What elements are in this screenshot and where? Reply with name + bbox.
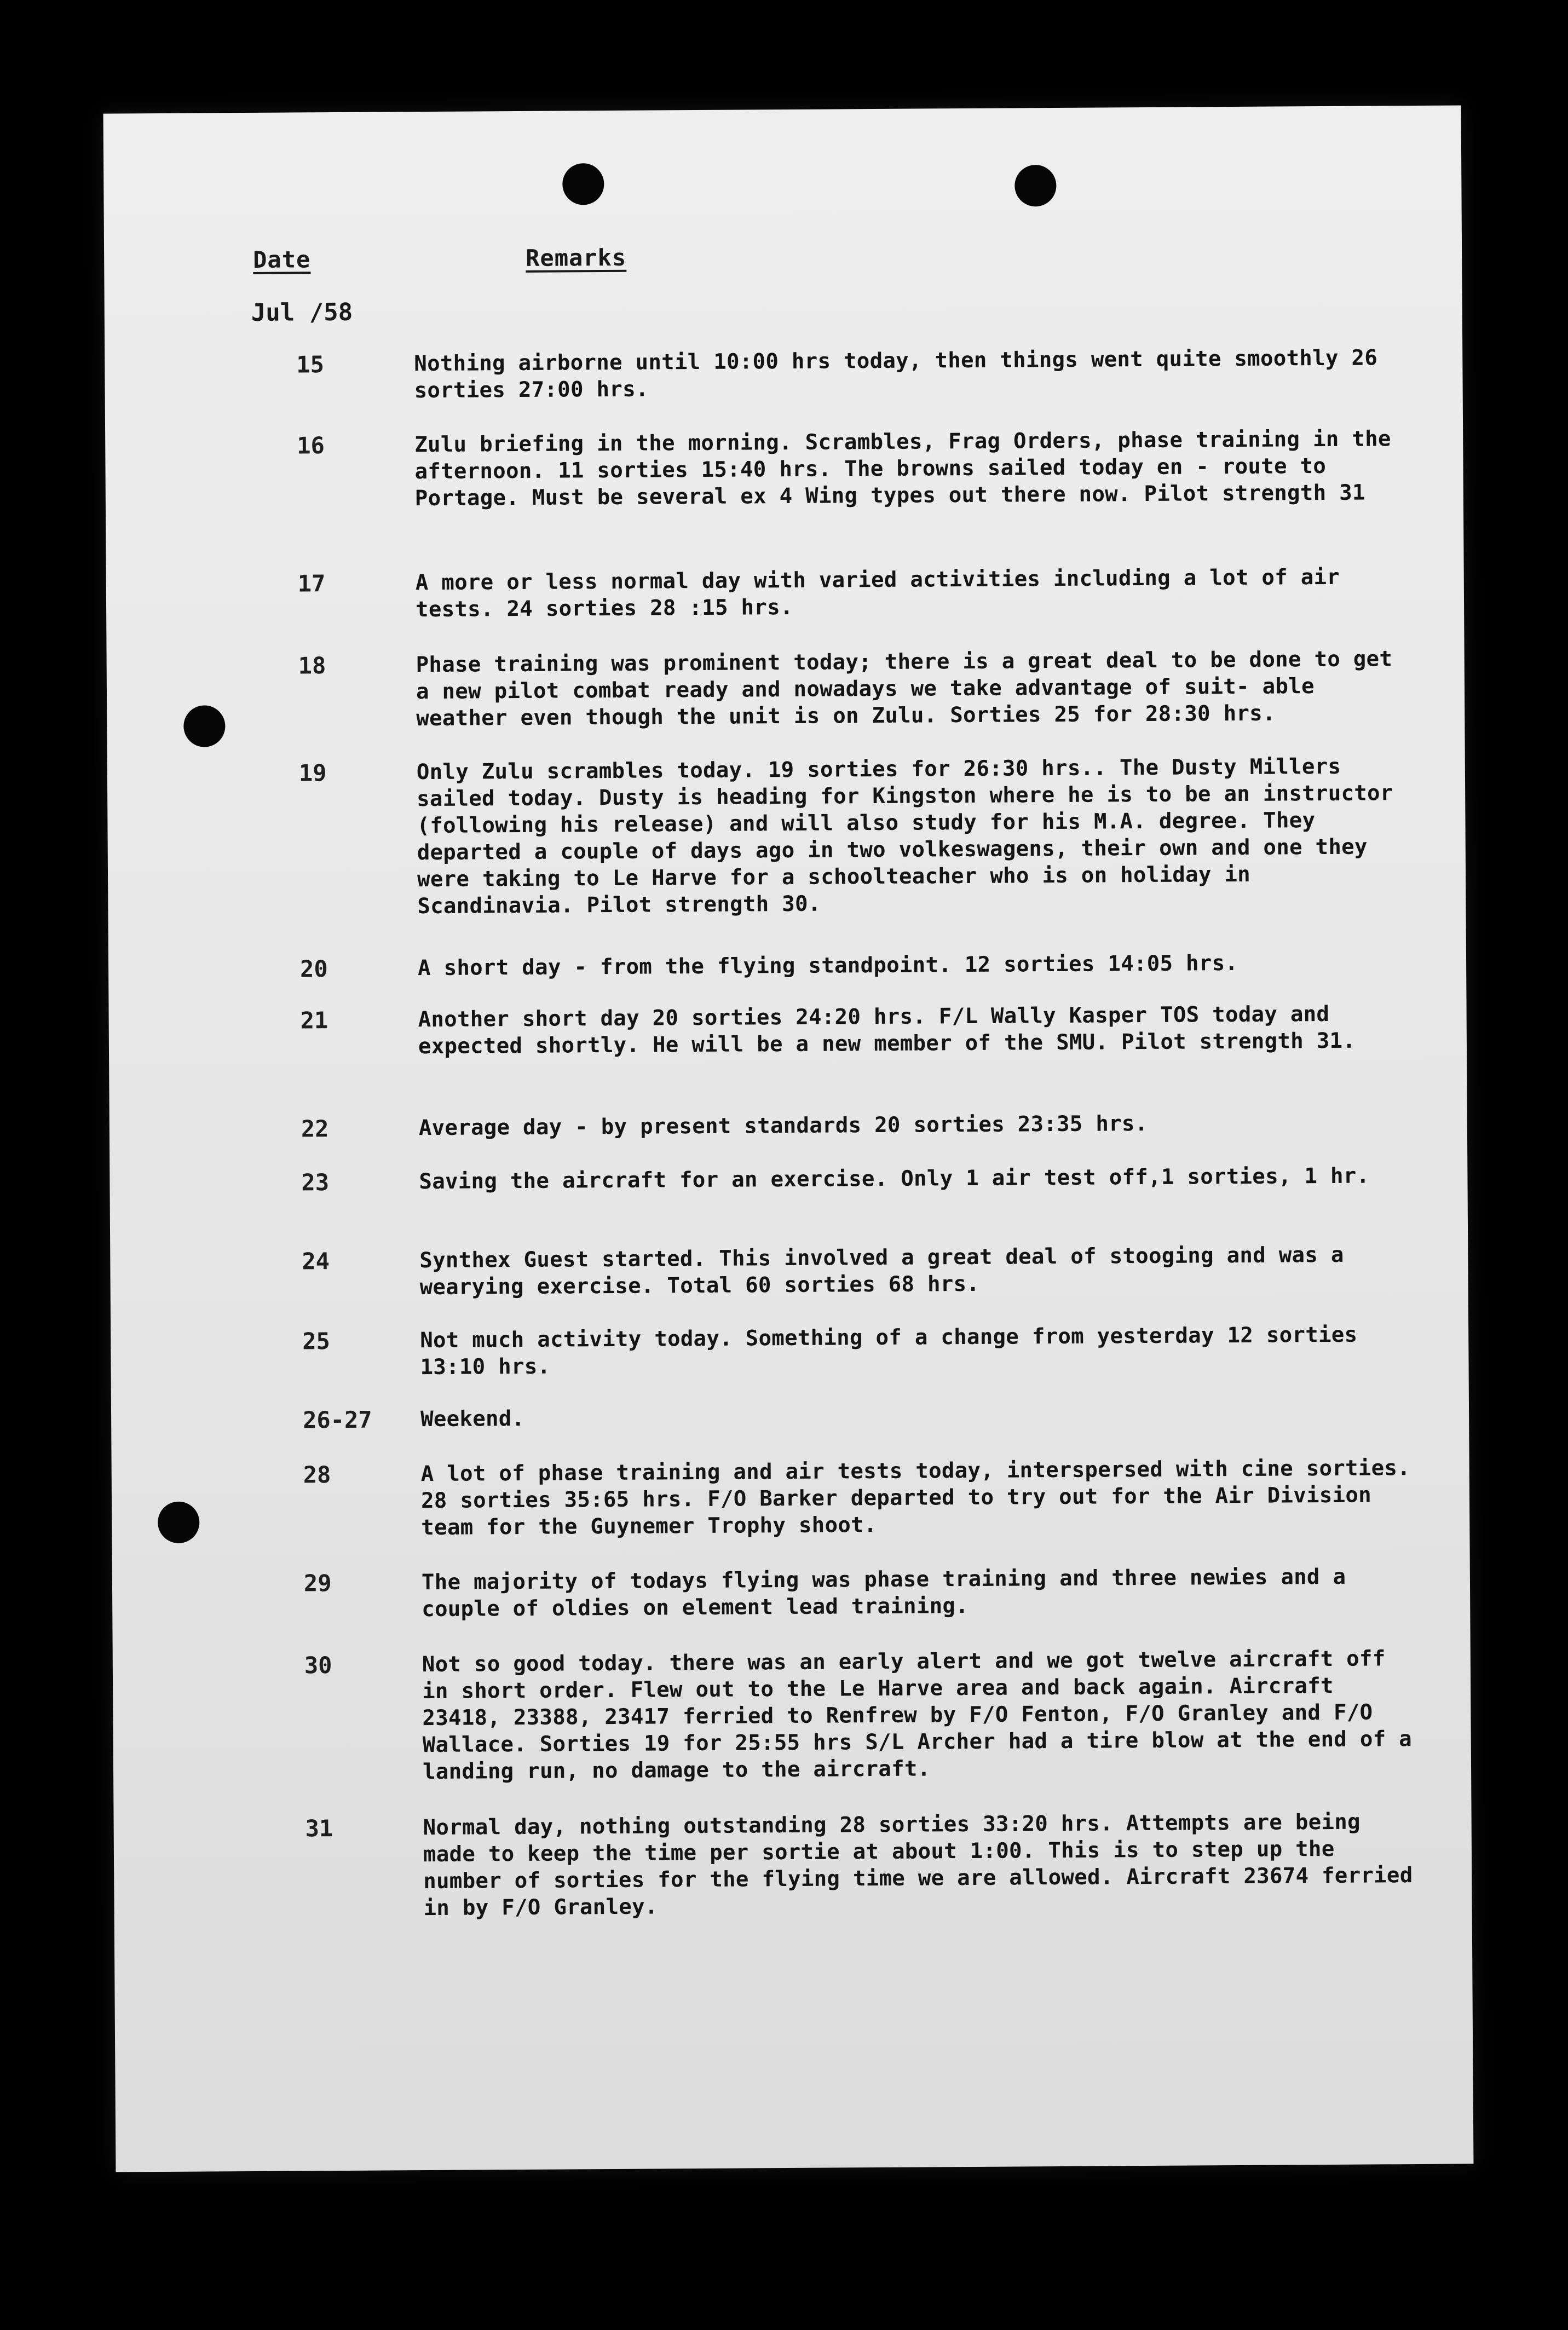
entry-remarks: Normal day, nothing outstanding 28 sorties 33:20 hrs. Attempts are being made to keep the time per sortie at about 1:00. This is to step up the number of sorties for the flying time we are allowed. Aircraft 23674 ferried in by F/O Granley. (423, 1809, 1413, 1921)
entry-day: 29 (303, 1570, 332, 1597)
log-entry (114, 1808, 1472, 1921)
entry-remarks: Only Zulu scrambles today. 19 sorties for 26:30 hrs.. The Dusty Millers sailed today. Dusty is heading for Kingston where he is to be an instructor (following his release) and will also study for his M.A. degree. They departed a couple of days ago in two volkeswagens, their own and one they were taking to Le Harve for a schoolteacher who is on holiday in Scandinavia. Pilot strength 30. (416, 754, 1393, 919)
log-entry (111, 1320, 1468, 1380)
entry-remarks: Saving the aircraft for an exercise. Only 1 air test off,1 sorties, 1 hr. (419, 1163, 1370, 1195)
entry-remarks: The majority of todays flying was phase training and three newies and a couple of oldies on element lead training. (421, 1564, 1346, 1622)
entry-day: 30 (304, 1652, 332, 1679)
log-entry (107, 752, 1465, 919)
log-entry (108, 948, 1466, 983)
entry-day: 31 (305, 1815, 333, 1842)
entry-remarks: Zulu briefing in the morning. Scrambles, Frag Orders, phase training in the afternoon. 11 sorties 15:40 hrs. The browns sailed today en - route to Portage. Must be several ex 4 Wing types out there now. Pilot strength 31 (414, 426, 1391, 511)
log-entry (111, 1399, 1469, 1434)
log-entry (112, 1454, 1469, 1541)
log-entry (112, 1562, 1470, 1622)
log-entry (110, 1241, 1468, 1300)
entry-remarks: Synthex Guest started. This involved a great deal of stooging and was a wearying exercise. Total 60 sorties 68 hrs. (419, 1242, 1344, 1300)
entry-remarks: A lot of phase training and air tests today, interspersed with cine sorties. 28 sorties 35:65 hrs. F/O Barker departed to try out for the Air Division team for the Guynemer Trophy shoot. (420, 1456, 1411, 1541)
entry-remarks: Weekend. (420, 1406, 525, 1432)
entry-day: 28 (303, 1461, 331, 1489)
log-entry (109, 1162, 1467, 1196)
entry-day: 23 (301, 1169, 330, 1196)
punch-hole-left-lower (158, 1502, 199, 1543)
log-entry (105, 344, 1462, 403)
punch-hole-top-left (562, 163, 604, 205)
entry-remarks: Phase training was prominent today; there is a great deal to be done to get a new pilot combat ready and nowadays we take advantage of suit- able weather even though the unit is on Zulu. Sorties 25 for 28:30 hrs. (416, 647, 1393, 731)
entry-remarks: Not much activity today. Something of a change from yesterday 12 sorties 13:10 hrs. (420, 1322, 1358, 1380)
entry-day: 21 (300, 1007, 328, 1034)
date-column-header: Date (253, 246, 311, 273)
document-page (103, 105, 1474, 2172)
log-entry (107, 645, 1465, 731)
entry-day: 17 (297, 570, 326, 597)
entry-day: 26-27 (302, 1406, 372, 1434)
log-entry (106, 563, 1464, 622)
log-entry (109, 1108, 1467, 1143)
entry-remarks: A short day - from the flying standpoint. 12 sorties 14:05 hrs. (417, 950, 1238, 981)
entry-day: 19 (298, 759, 327, 787)
entry-remarks: Another short day 20 sorties 24:20 hrs. F/L Wally Kasper TOS today and expected shortly. He will be a new member of the SMU. Pilot strength 31. (418, 1001, 1356, 1059)
entry-remarks: A more or less normal day with varied activities including a lot of air tests. 24 sorties 28 :15 hrs. (415, 564, 1340, 622)
month-label: Jul /58 (251, 298, 353, 327)
entry-day: 25 (302, 1328, 330, 1355)
remarks-column-header: Remarks (526, 244, 627, 272)
log-entry (113, 1645, 1471, 1785)
entry-remarks: Not so good today. there was an early alert and we got twelve aircraft off in short order. Flew out to the Le Harve area and back again. Aircraft 23418, 23388, 23417 ferried to Renfrew by F/O Fenton, F/O Granley and F/O Wallace. Sorties 19 for 25:55 hrs S/L Archer had a tire blow at the end of a landing run, no damage to the aircraft. (422, 1646, 1413, 1785)
log-entry (105, 425, 1463, 511)
entry-remarks: Nothing airborne until 10:00 hrs today, then things went quite smoothly 26 sorties 27:00 hrs. (414, 345, 1378, 403)
entry-remarks: Average day - by present standards 20 sorties 23:35 hrs. (418, 1111, 1148, 1141)
entry-day: 16 (297, 432, 325, 459)
punch-hole-top-right (1014, 165, 1056, 206)
log-entry (109, 1000, 1467, 1059)
entry-day: 22 (301, 1115, 329, 1143)
entry-day: 15 (296, 351, 325, 378)
entry-day: 24 (302, 1248, 330, 1275)
entry-day: 18 (298, 652, 326, 679)
entry-day: 20 (299, 955, 328, 983)
punch-hole-left-upper (183, 705, 225, 747)
